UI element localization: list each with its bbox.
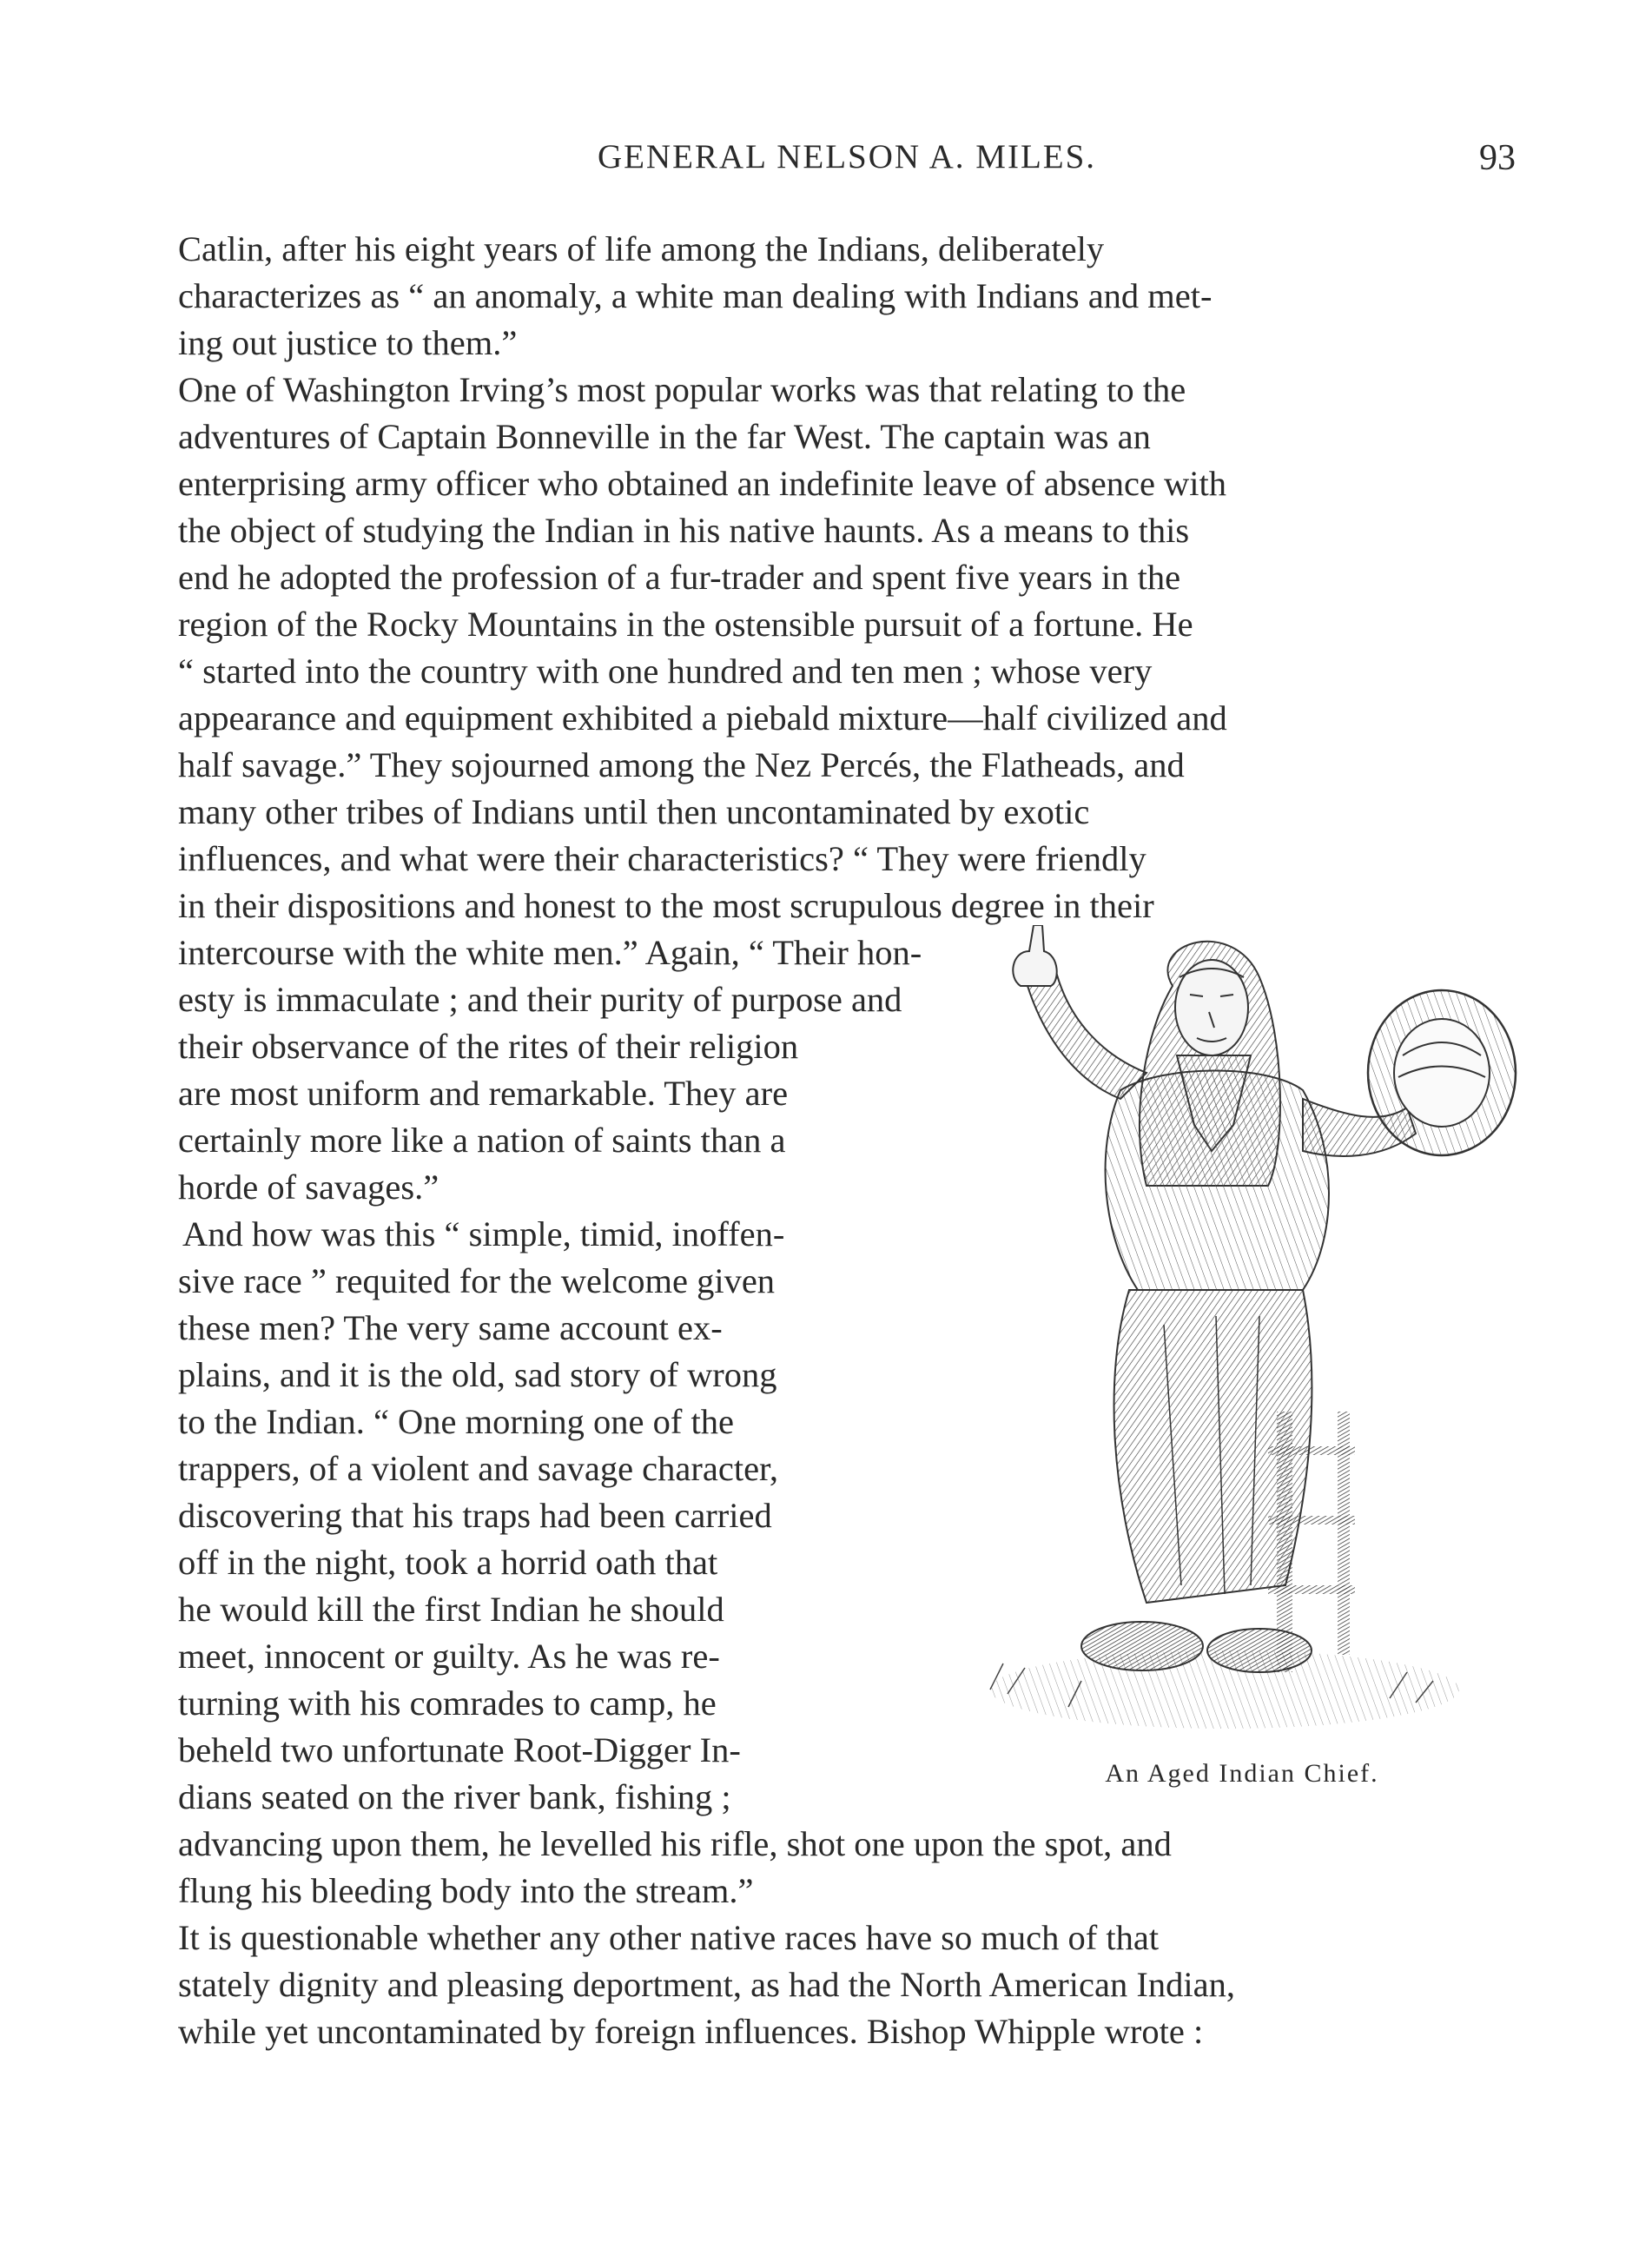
- text-line: half savage.” They sojourned among the Nez Percés, the Flatheads, and: [178, 745, 1185, 784]
- text-line: trappers, of a violent and savage character,: [178, 1449, 779, 1488]
- text-line: stately dignity and pleasing deportment, as had the North American Indian,: [178, 1965, 1235, 2004]
- text-line: advancing upon them, he levelled his rifle, shot one upon the spot, and: [178, 1824, 1172, 1863]
- text-line: flung his bleeding body into the stream.”: [178, 1871, 754, 1910]
- text-line: horde of savages.”: [178, 1167, 439, 1207]
- illustration-aged-indian-chief: [973, 925, 1529, 1759]
- text-line: adventures of Captain Bonneville in the far West. The captain was an: [178, 417, 1151, 456]
- text-line: esty is immaculate ; and their purity of purpose and: [178, 980, 902, 1019]
- text-line: their observance of the rites of their religion: [178, 1027, 799, 1066]
- text-line: end he adopted the profession of a fur-trader and spent five years in the: [178, 558, 1181, 597]
- text-line: dians seated on the river bank, fishing ;: [178, 1777, 731, 1816]
- text-line: appearance and equipment exhibited a piebald mixture—half civilized and: [178, 698, 1227, 737]
- text-line: And how was this “ simple, timid, inoffen-: [182, 1214, 785, 1253]
- text-line: discovering that his traps had been carried: [178, 1496, 772, 1535]
- text-line: to the Indian. “ One morning one of the: [178, 1402, 734, 1441]
- running-head: GENERAL NELSON A. MILES.: [597, 138, 1097, 175]
- text-line: region of the Rocky Mountains in the ostensible pursuit of a fortune. He: [178, 605, 1193, 644]
- text-line: ing out justice to them.”: [178, 323, 518, 362]
- text-line: certainly more like a nation of saints than a: [178, 1121, 786, 1160]
- text-line: influences, and what were their characteristics? “ They were friendly: [178, 839, 1146, 878]
- text-line: One of Washington Irving’s most popular works was that relating to the: [178, 370, 1186, 409]
- text-line: the object of studying the Indian in his native haunts. As a means to this: [178, 511, 1190, 550]
- chief-engraving-icon: [973, 925, 1529, 1759]
- text-line: It is questionable whether any other native races have so much of that: [178, 1918, 1160, 1957]
- text-line: many other tribes of Indians until then uncontaminated by exotic: [178, 792, 1090, 831]
- text-line: intercourse with the white men.” Again, “ Their hon-: [178, 933, 922, 972]
- text-line: turning with his comrades to camp, he: [178, 1683, 717, 1723]
- text-line: characterizes as “ an anomaly, a white man dealing with Indians and met-: [178, 276, 1213, 315]
- text-line: “ started into the country with one hundred and ten men ; whose very: [178, 651, 1153, 691]
- text-line: these men? The very same account ex-: [178, 1308, 723, 1347]
- text-line: Catlin, after his eight years of life among the Indians, deliberately: [178, 229, 1105, 268]
- text-line: in their dispositions and honest to the most scrupulous degree in their: [178, 886, 1154, 925]
- text-line: sive race ” requited for the welcome given: [178, 1261, 776, 1300]
- page-number: 93: [1479, 138, 1516, 178]
- text-line: off in the night, took a horrid oath that: [178, 1543, 718, 1582]
- text-line: beheld two unfortunate Root-Digger In-: [178, 1730, 741, 1769]
- text-line: he would kill the first Indian he should: [178, 1590, 724, 1629]
- text-line: enterprising army officer who obtained an indefinite leave of absence with: [178, 464, 1227, 503]
- text-line: are most uniform and remarkable. They are: [178, 1074, 789, 1113]
- figure-caption: An Aged Indian Chief.: [1105, 1759, 1379, 1788]
- text-line: while yet uncontaminated by foreign influences. Bishop Whipple wrote :: [178, 2012, 1204, 2051]
- text-line: plains, and it is the old, sad story of wrong: [178, 1355, 777, 1394]
- page-header: [178, 137, 1516, 189]
- text-line: meet, innocent or guilty. As he was re-: [178, 1637, 720, 1676]
